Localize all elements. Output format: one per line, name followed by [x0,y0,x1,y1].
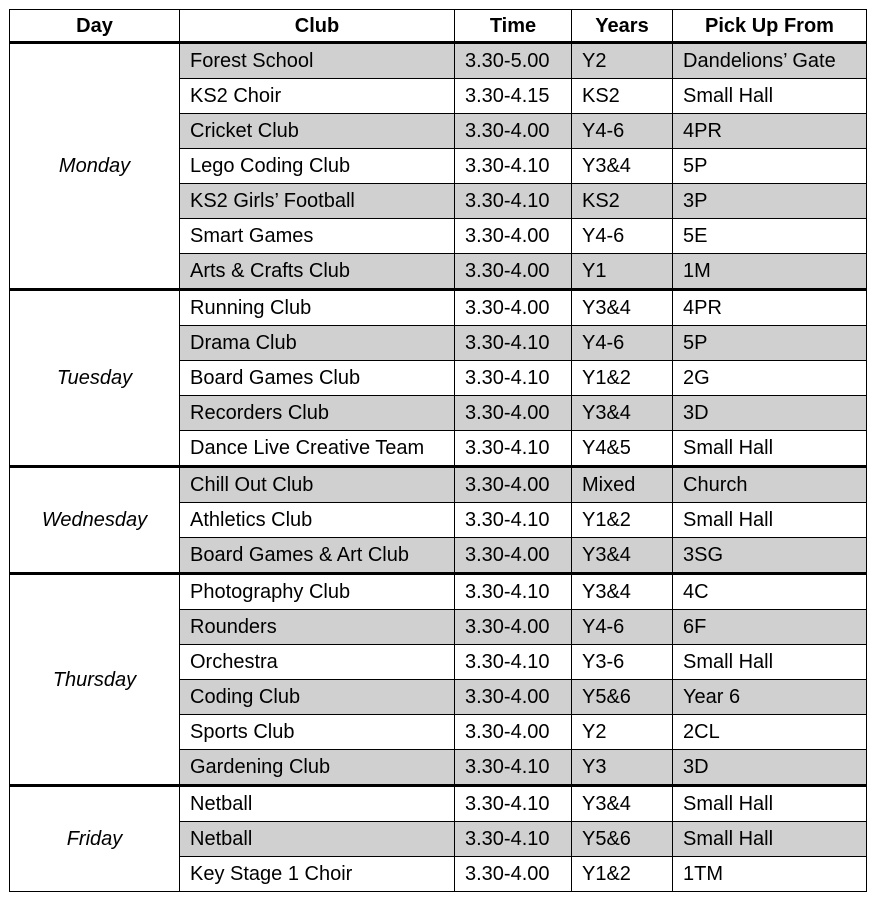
day-label: Tuesday [10,290,180,467]
pickup-cell: Year 6 [673,680,867,715]
club-cell: Board Games & Art Club [180,538,455,574]
years-cell: Y4-6 [572,610,673,645]
pickup-cell: 5P [673,149,867,184]
pickup-cell: Small Hall [673,822,867,857]
pickup-cell: 2CL [673,715,867,750]
pickup-cell: 5P [673,326,867,361]
table-row [10,786,867,822]
time-cell: 3.30-4.00 [455,254,572,290]
club-cell: Rounders [180,610,455,645]
years-cell: Y1&2 [572,857,673,892]
pickup-cell: Small Hall [673,79,867,114]
time-cell: 3.30-4.00 [455,610,572,645]
time-cell: 3.30-4.10 [455,326,572,361]
time-cell: 3.30-4.00 [455,538,572,574]
clubs-timetable [9,9,867,892]
pickup-cell: 3D [673,396,867,431]
pickup-cell: 3P [673,184,867,219]
years-cell: Y1 [572,254,673,290]
time-cell: 3.30-4.10 [455,750,572,786]
pickup-cell: 2G [673,361,867,396]
day-label: Friday [10,786,180,892]
club-cell: Running Club [180,290,455,326]
club-cell: Athletics Club [180,503,455,538]
pickup-cell: Dandelions’ Gate [673,43,867,79]
time-cell: 3.30-4.10 [455,431,572,467]
timetable-body [10,43,867,892]
pickup-cell: Small Hall [673,431,867,467]
years-cell: Y3&4 [572,396,673,431]
club-cell: Arts & Crafts Club [180,254,455,290]
pickup-cell: 4PR [673,290,867,326]
club-cell: Forest School [180,43,455,79]
table-row [10,43,867,79]
years-cell: Mixed [572,467,673,503]
club-cell: Photography Club [180,574,455,610]
years-cell: Y3&4 [572,538,673,574]
years-cell: Y3 [572,750,673,786]
club-cell: Cricket Club [180,114,455,149]
years-cell: Y4-6 [572,326,673,361]
pickup-cell: 3D [673,750,867,786]
club-cell: KS2 Choir [180,79,455,114]
table-row [10,467,867,503]
time-cell: 3.30-4.15 [455,79,572,114]
years-cell: Y4-6 [572,114,673,149]
club-cell: Orchestra [180,645,455,680]
years-cell: Y5&6 [572,680,673,715]
header-years: Years [572,10,673,43]
club-cell: Key Stage 1 Choir [180,857,455,892]
years-cell: KS2 [572,79,673,114]
pickup-cell: 1TM [673,857,867,892]
years-cell: Y5&6 [572,822,673,857]
years-cell: Y2 [572,715,673,750]
club-cell: Recorders Club [180,396,455,431]
table-row [10,574,867,610]
pickup-cell: 6F [673,610,867,645]
years-cell: Y1&2 [572,503,673,538]
pickup-cell: 4PR [673,114,867,149]
header-club: Club [180,10,455,43]
years-cell: Y3-6 [572,645,673,680]
pickup-cell: 1M [673,254,867,290]
time-cell: 3.30-4.10 [455,822,572,857]
table-row [10,290,867,326]
club-cell: Gardening Club [180,750,455,786]
club-cell: Board Games Club [180,361,455,396]
pickup-cell: Small Hall [673,645,867,680]
club-cell: Lego Coding Club [180,149,455,184]
header-day: Day [10,10,180,43]
time-cell: 3.30-4.10 [455,503,572,538]
time-cell: 3.30-4.00 [455,715,572,750]
day-label: Thursday [10,574,180,786]
time-cell: 3.30-4.10 [455,786,572,822]
club-cell: Netball [180,786,455,822]
club-cell: KS2 Girls’ Football [180,184,455,219]
years-cell: Y3&4 [572,574,673,610]
years-cell: KS2 [572,184,673,219]
pickup-cell: 3SG [673,538,867,574]
header-row [10,10,867,43]
time-cell: 3.30-4.10 [455,184,572,219]
club-cell: Drama Club [180,326,455,361]
day-label: Monday [10,43,180,290]
header-pickup: Pick Up From [673,10,867,43]
time-cell: 3.30-5.00 [455,43,572,79]
pickup-cell: 5E [673,219,867,254]
time-cell: 3.30-4.10 [455,361,572,396]
time-cell: 3.30-4.00 [455,857,572,892]
time-cell: 3.30-4.00 [455,114,572,149]
years-cell: Y3&4 [572,149,673,184]
pickup-cell: Small Hall [673,786,867,822]
day-label: Wednesday [10,467,180,574]
time-cell: 3.30-4.00 [455,680,572,715]
years-cell: Y4-6 [572,219,673,254]
club-cell: Smart Games [180,219,455,254]
time-cell: 3.30-4.10 [455,574,572,610]
club-cell: Sports Club [180,715,455,750]
time-cell: 3.30-4.00 [455,219,572,254]
pickup-cell: Church [673,467,867,503]
club-cell: Dance Live Creative Team [180,431,455,467]
years-cell: Y1&2 [572,361,673,396]
years-cell: Y4&5 [572,431,673,467]
pickup-cell: Small Hall [673,503,867,538]
time-cell: 3.30-4.00 [455,290,572,326]
pickup-cell: 4C [673,574,867,610]
years-cell: Y3&4 [572,290,673,326]
club-cell: Netball [180,822,455,857]
club-cell: Chill Out Club [180,467,455,503]
time-cell: 3.30-4.10 [455,645,572,680]
time-cell: 3.30-4.00 [455,396,572,431]
time-cell: 3.30-4.00 [455,467,572,503]
header-time: Time [455,10,572,43]
years-cell: Y3&4 [572,786,673,822]
time-cell: 3.30-4.10 [455,149,572,184]
club-cell: Coding Club [180,680,455,715]
years-cell: Y2 [572,43,673,79]
